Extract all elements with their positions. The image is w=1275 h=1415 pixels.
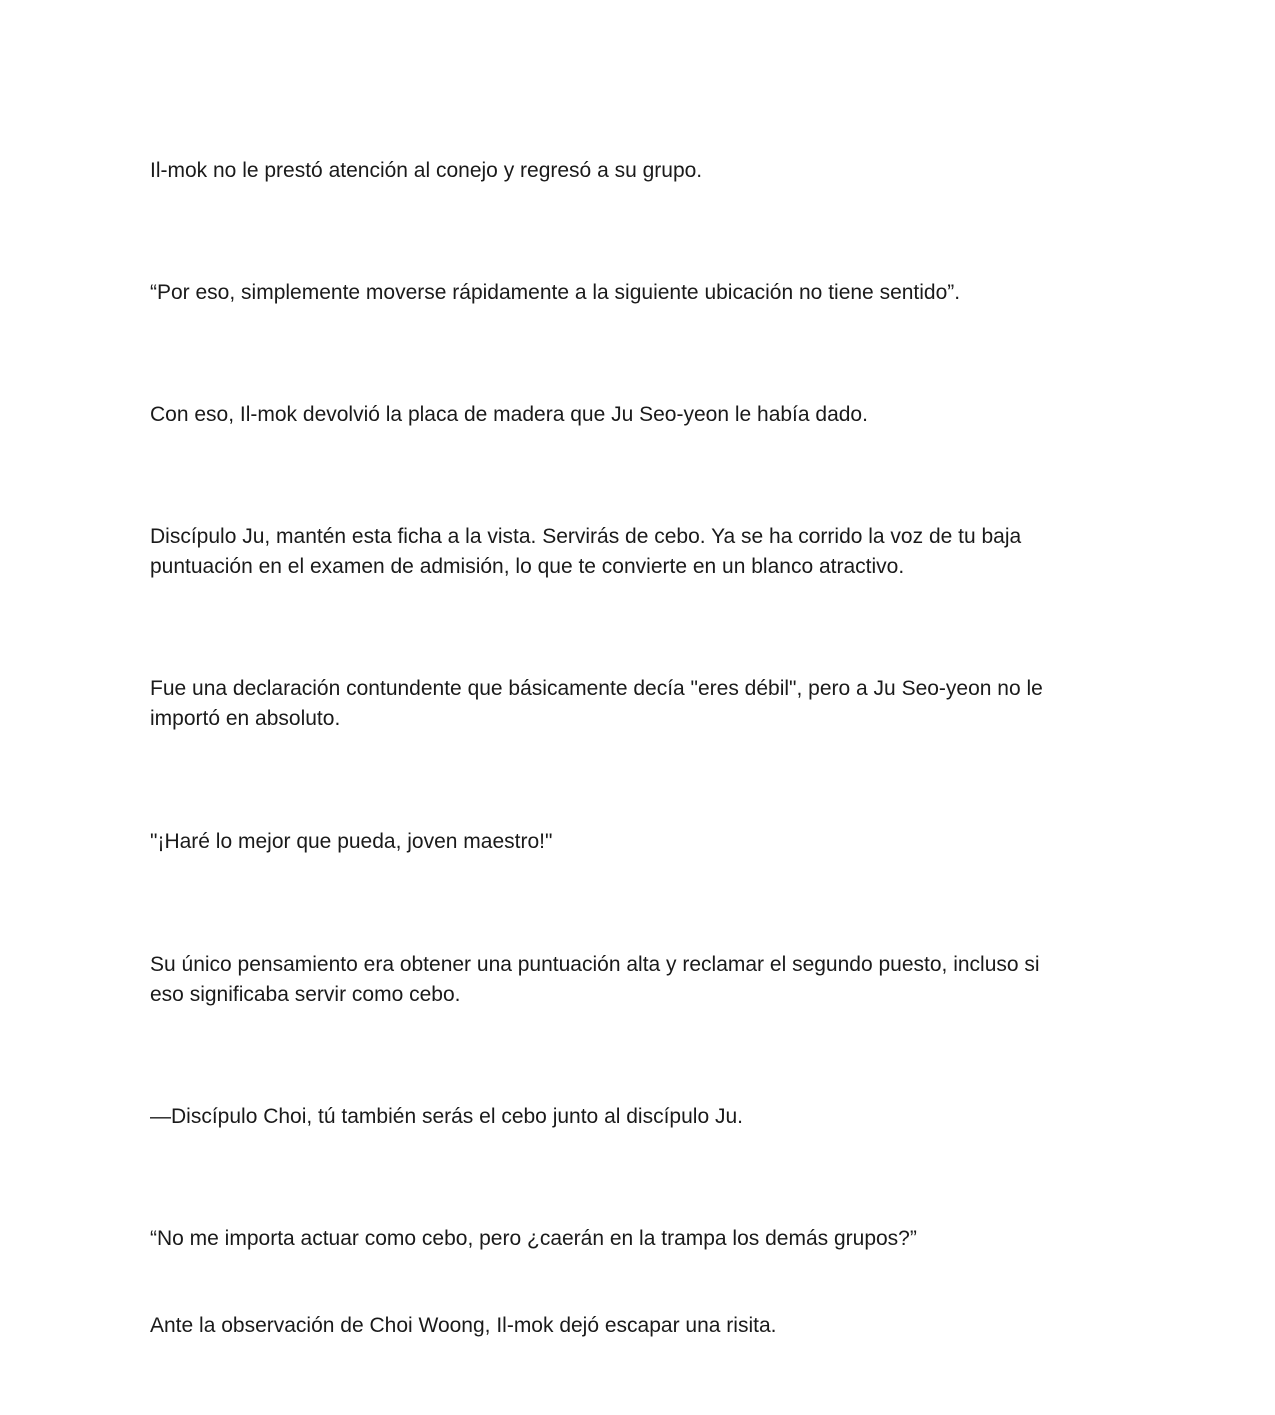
paragraph: Il-mok no le prestó atención al conejo y regresó a su grupo. bbox=[150, 159, 703, 182]
paragraph: Con eso, Il-mok devolvió la placa de madera que Ju Seo-yeon le había dado. bbox=[150, 403, 868, 426]
paragraph: Su único pensamiento era obtener una puntuación alta y reclamar el segundo puesto, incluso si eso significaba servir como cebo. bbox=[150, 953, 1040, 1006]
paragraph: Ante la observación de Choi Woong, Il-mok dejó escapar una risita. bbox=[150, 1314, 777, 1337]
paragraph: “No me importa actuar como cebo, pero ¿caerán en la trampa los demás grupos?” bbox=[150, 1227, 917, 1250]
paragraph: "¡Haré lo mejor que pueda, joven maestro!" bbox=[150, 830, 553, 853]
paragraph: “Por eso, simplemente moverse rápidamente a la siguiente ubicación no tiene sentido”. bbox=[150, 281, 961, 304]
paragraph: —Discípulo Choi, tú también serás el cebo junto al discípulo Ju. bbox=[150, 1105, 743, 1128]
paragraph: Fue una declaración contundente que básicamente decía "eres débil", pero a Ju Seo-yeon no le importó en absoluto. bbox=[150, 677, 1043, 730]
paragraph: Discípulo Ju, mantén esta ficha a la vista. Servirás de cebo. Ya se ha corrido la voz de tu baja puntuación en el examen de admisión, lo que te convierte en un blanco atractivo. bbox=[150, 525, 1022, 578]
